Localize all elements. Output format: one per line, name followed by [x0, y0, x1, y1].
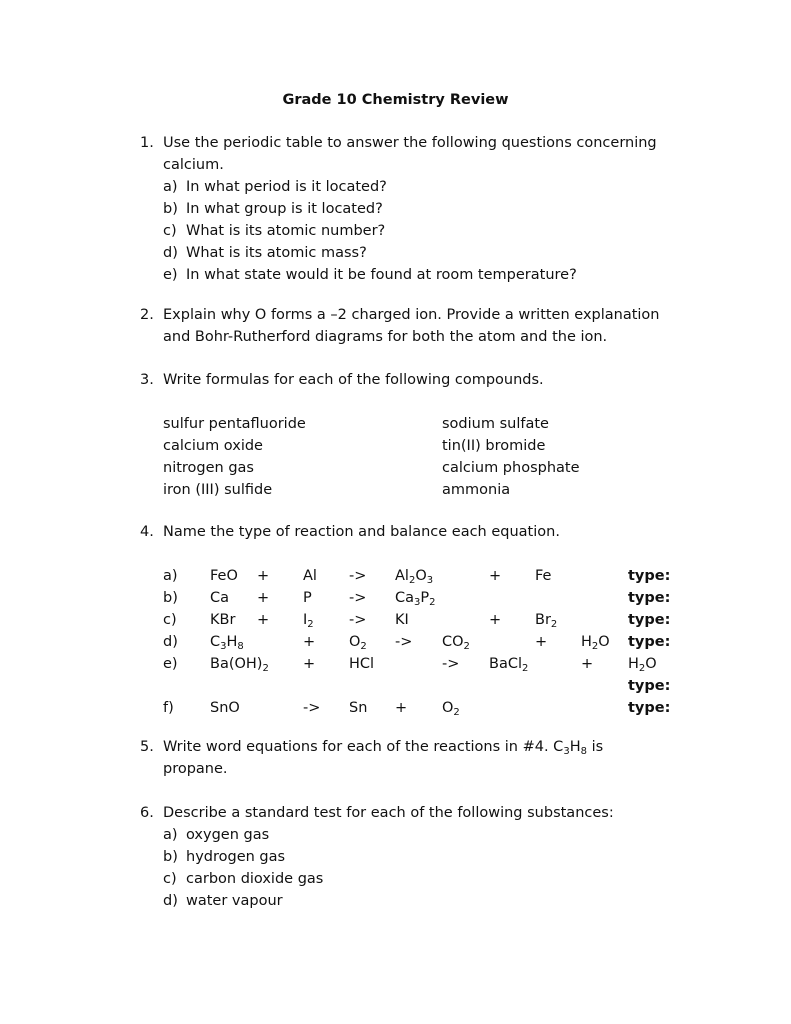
reaction-label: e): [163, 656, 178, 672]
question-6: [140, 802, 663, 912]
plus-sign: +: [489, 568, 502, 584]
product: $H_2O$: [581, 634, 610, 652]
question-text: Name the type of reaction and balance each equation.: [163, 524, 560, 540]
page-title: Grade 10 Chemistry Review: [282, 92, 509, 108]
product: $O_2$: [442, 700, 460, 718]
question-text: Explain why O forms a –2 charged ion. Provide a written explanation and Bohr-Rutherford diagrams for both the atom and the ion.: [163, 307, 660, 345]
sub-question-label: b): [163, 849, 178, 865]
reactant: Al: [303, 568, 317, 584]
plus-sign: +: [257, 590, 270, 606]
question-3: [140, 369, 663, 501]
sub-question: [163, 220, 658, 242]
compound-column-left: [163, 413, 306, 501]
type-label: type:: [628, 678, 671, 694]
reaction-arrow: ->: [395, 634, 413, 650]
question-number: 3.: [140, 372, 154, 388]
reactant: FeO: [210, 568, 238, 584]
product: $Al_2O_3$: [395, 568, 434, 586]
sub-question-text: hydrogen gas: [186, 849, 286, 865]
reaction-label: b): [163, 590, 178, 606]
question-number: 2.: [140, 307, 154, 323]
reactant: SnO: [210, 700, 240, 716]
compound-name: iron (III) sulfide: [163, 482, 273, 498]
reactant: $I_2$: [303, 612, 314, 630]
reaction-arrow: ->: [349, 612, 367, 628]
product: Sn: [349, 700, 368, 716]
reaction-label: d): [163, 634, 178, 650]
question-number: 1.: [140, 135, 154, 151]
question-number: 5.: [140, 739, 154, 755]
type-label: type:: [628, 700, 671, 716]
plus-sign: +: [257, 568, 270, 584]
question-1: [140, 132, 658, 286]
plus-sign: +: [395, 700, 408, 716]
sub-question-label: c): [163, 871, 177, 887]
question-2: [140, 304, 668, 348]
compound-column-right: [442, 413, 580, 501]
type-label: type:: [628, 568, 671, 584]
question-text: Write word equations for each of the reactions in #4. $C_3H_8$ is propane.: [163, 739, 604, 777]
compound-name: nitrogen gas: [163, 460, 254, 476]
sub-question-label: a): [163, 827, 178, 843]
sub-question-label: e): [163, 267, 178, 283]
product: $Br_2$: [535, 612, 558, 630]
question-text: Use the periodic table to answer the following questions concerning calcium.: [163, 135, 657, 173]
compound-name: calcium oxide: [163, 438, 263, 454]
reactant: Ca: [210, 590, 230, 606]
type-label: type:: [628, 634, 671, 650]
reactant: $O_2$: [349, 634, 367, 652]
sub-question-text: In what state would it be found at room temperature?: [186, 267, 577, 283]
compound-name: calcium phosphate: [442, 460, 580, 476]
product: $Ca_3P_2$: [395, 590, 436, 608]
sub-question-label: d): [163, 893, 178, 909]
reaction-arrow: ->: [349, 568, 367, 584]
product: Fe: [535, 568, 552, 584]
plus-sign: +: [257, 612, 270, 628]
sub-question-label: a): [163, 179, 178, 195]
reaction-table: [140, 565, 671, 719]
plus-sign: +: [303, 656, 316, 672]
reaction-label: a): [163, 568, 178, 584]
sub-question: [163, 198, 658, 220]
sub-question-text: What is its atomic number?: [186, 223, 386, 239]
compound-list: [163, 413, 663, 501]
sub-question-text: In what period is it located?: [186, 179, 387, 195]
sub-question: [163, 824, 663, 846]
question-text: Write formulas for each of the following compounds.: [163, 372, 544, 388]
plus-sign: +: [303, 634, 316, 650]
product: KI: [395, 612, 409, 628]
reactant: P: [303, 590, 312, 606]
product: $H_2O$: [628, 656, 657, 674]
type-label: type:: [628, 590, 671, 606]
sub-question: [163, 264, 658, 286]
compound-name: ammonia: [442, 482, 511, 498]
compound-name: tin(II) bromide: [442, 438, 546, 454]
plus-sign: +: [535, 634, 548, 650]
sub-question-text: water vapour: [186, 893, 283, 909]
question-number: 6.: [140, 805, 154, 821]
sub-question: [163, 890, 663, 912]
compound-name: sodium sulfate: [442, 416, 549, 432]
sub-question: [163, 176, 658, 198]
sub-question: [163, 846, 663, 868]
product: $CO_2$: [442, 634, 470, 652]
question-number: 4.: [140, 524, 154, 540]
sub-question-text: carbon dioxide gas: [186, 871, 324, 887]
reactant: $Ba(OH)_2$: [210, 656, 269, 674]
sub-question-label: c): [163, 223, 177, 239]
sub-question-text: In what group is it located?: [186, 201, 383, 217]
reactant: KBr: [210, 612, 236, 628]
compound-name: sulfur pentafluoride: [163, 416, 306, 432]
question-text: Describe a standard test for each of the following substances:: [163, 805, 614, 821]
plus-sign: +: [489, 612, 502, 628]
sub-question: [163, 242, 658, 264]
reaction-arrow: ->: [303, 700, 321, 716]
sub-question-text: What is its atomic mass?: [186, 245, 367, 261]
question-4: [140, 521, 671, 719]
reaction-label: c): [163, 612, 177, 628]
question-5: [140, 736, 633, 780]
reactant: HCl: [349, 656, 375, 672]
sub-question-label: d): [163, 245, 178, 261]
reaction-arrow: ->: [349, 590, 367, 606]
type-label: type:: [628, 612, 671, 628]
reaction-label: f): [163, 700, 174, 716]
sub-question-text: oxygen gas: [186, 827, 270, 843]
product: BaCl$_2$: [489, 656, 529, 674]
sub-question: [163, 868, 663, 890]
reaction-arrow: ->: [442, 656, 460, 672]
plus-sign: +: [581, 656, 594, 672]
reactant: $C_3H_8$: [210, 634, 244, 652]
sub-question-label: b): [163, 201, 178, 217]
